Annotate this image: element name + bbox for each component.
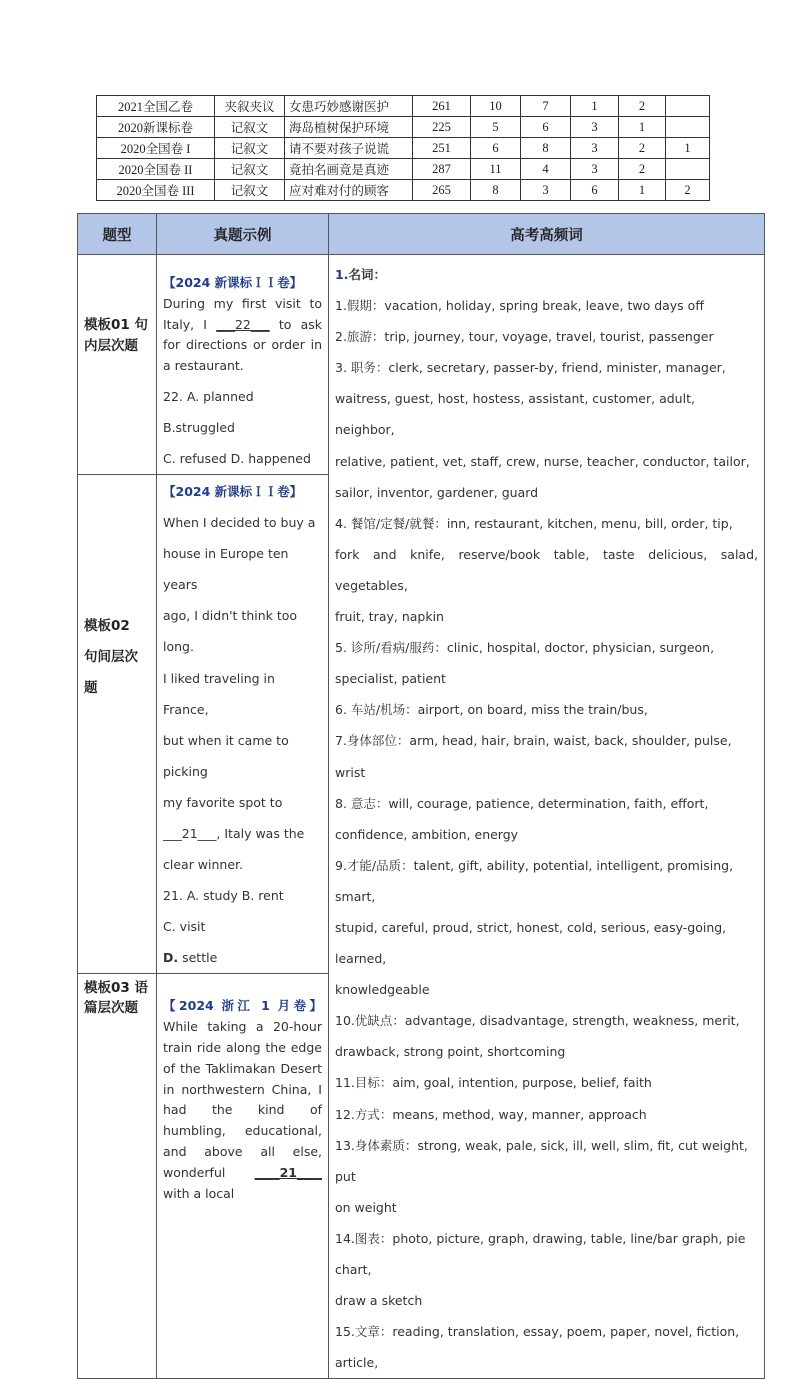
summary-cell: 竟拍名画竟是真迹 (285, 159, 413, 180)
example-options-02c: C. visit (163, 919, 206, 935)
type-label-02a: 模板02 (84, 617, 130, 634)
word-line: fruit, tray, napkin (335, 609, 444, 625)
example-options-01b: C. refused D. happened (163, 450, 311, 466)
example-text-after-01: to ask for directions or order in a restaurant. (163, 316, 322, 374)
word-line: 4. 餐馆/定餐/就餐：inn, restaurant, kitchen, menu, bill, order, tip, (335, 515, 733, 531)
example-cell-03 (157, 974, 329, 1379)
type-label-01: 模板01 句内层次题 (84, 317, 148, 354)
summary-cell: 1 (666, 138, 710, 159)
summary-cell: 2020新课标卷 (97, 117, 215, 138)
word-line: 9.才能/品质：talent, gift, ability, potential, intelligent, promising, smart, (335, 857, 734, 904)
example-options-01a: 22. A. planned B.struggled (163, 388, 254, 435)
summary-cell: 10 (471, 96, 521, 117)
summary-cell: 1 (571, 96, 619, 117)
main-table (77, 213, 765, 1379)
type-label-02b: 句间层次 (84, 648, 138, 665)
word-line: 3. 职务：clerk, secretary, passer-by, friend, minister, manager, (335, 360, 726, 376)
example-line: I liked traveling in France, (163, 670, 275, 717)
example-line: but when it came to picking (163, 732, 289, 779)
summary-cell: 6 (471, 138, 521, 159)
word-line: stupid, careful, proud, strict, honest, cold, serious, easy-going, learned, (335, 919, 727, 967)
word-line: 15.文章：reading, translation, essay, poem, paper, novel, fiction, article, (335, 1324, 740, 1371)
word-line: 6. 车站/机场：airport, on board, miss the train/bus, (335, 702, 648, 718)
summary-cell (666, 159, 710, 180)
word-line: 1.假期：vacation, holiday, spring break, leave, two days off (335, 298, 704, 314)
summary-cell: 11 (471, 159, 521, 180)
example-cell-02 (157, 474, 329, 974)
word-line: knowledgeable (335, 982, 430, 998)
word-lines (335, 290, 758, 1378)
word-line: 2.旅游：trip, journey, tour, voyage, travel, tourist, passenger (335, 329, 714, 345)
example-cell-01 (157, 255, 329, 475)
summary-row (97, 180, 710, 201)
example-options-02a: 21. A. study B. rent (163, 888, 284, 904)
example-text-03: While taking a 20-hour train ride along the edge of the Taklimakan Desert in northwestern China, I had the kind of humbling, educational, and above all else, wonderful (163, 1019, 322, 1180)
word-line: 13.身体素质：strong, weak, pale, sick, ill, well, slim, fit, cut weight, put (335, 1137, 748, 1184)
example-line: clear winner. (163, 857, 244, 873)
summary-cell: 记叙文 (215, 138, 285, 159)
high-frequency-words-cell (329, 255, 765, 1379)
word-line: drawback, strong point, shortcoming (335, 1044, 566, 1060)
summary-cell: 1 (619, 117, 666, 138)
header-words: 高考高频词 (329, 214, 765, 255)
summary-table (96, 95, 710, 201)
example-options-02d: D. settle (163, 950, 218, 966)
summary-cell: 5 (471, 117, 521, 138)
example-line: my favorite spot to (163, 794, 283, 810)
summary-cell (666, 96, 710, 117)
word-line: on weight (335, 1199, 397, 1215)
word-line: sailor, inventor, gardener, guard (335, 484, 539, 500)
word-line: 10.优缺点：advantage, disadvantage, strength, weakness, merit, (335, 1013, 740, 1029)
word-line: 5. 诊所/看病/服药：clinic, hospital, doctor, physician, surgeon, (335, 640, 715, 656)
example-blank-03: ____21____ (254, 1164, 322, 1180)
summary-cell: 女患巧妙感谢医护 (285, 96, 413, 117)
summary-cell: 1 (619, 180, 666, 201)
type-cell-02 (78, 474, 157, 974)
summary-cell: 3 (571, 117, 619, 138)
type-label-03: 模板03 语篇层次题 (84, 980, 148, 1017)
word-line: specialist, patient (335, 671, 446, 687)
summary-cell: 夹叙夹议 (215, 96, 285, 117)
summary-cell: 4 (521, 159, 571, 180)
header-type: 题型 (78, 214, 157, 255)
summary-cell (666, 117, 710, 138)
summary-cell: 3 (521, 180, 571, 201)
word-line: relative, patient, vet, staff, crew, nurse, teacher, conductor, tailor, (335, 453, 750, 469)
type-cell-01 (78, 255, 157, 475)
word-line: 14.图表：photo, picture, graph, drawing, table, line/bar graph, pie chart, (335, 1230, 746, 1277)
summary-cell: 6 (571, 180, 619, 201)
example-blank-01: ___22___ (216, 316, 270, 332)
word-line: 12.方式：means, method, way, manner, approach (335, 1106, 647, 1122)
example-tag-03: 【2024 浙江 1 月卷】 (163, 998, 322, 1014)
summary-cell: 2 (666, 180, 710, 201)
word-line: draw a sketch (335, 1293, 423, 1309)
header-row (78, 214, 765, 255)
summary-cell: 7 (521, 96, 571, 117)
summary-cell: 2 (619, 96, 666, 117)
example-tag-01: 【2024 新课标ＩＩ卷】 (163, 275, 303, 290)
summary-row (97, 159, 710, 180)
summary-cell: 251 (413, 138, 471, 159)
summary-row (97, 96, 710, 117)
summary-cell: 2020全国卷 III (97, 180, 215, 201)
example-tag-02: 【2024 新课标ＩＩ卷】 (163, 483, 303, 499)
word-line: 11.目标：aim, goal, intention, purpose, belief, faith (335, 1075, 652, 1091)
summary-cell: 225 (413, 117, 471, 138)
example-text-after-03: with a local (163, 1185, 235, 1201)
summary-cell: 海岛植树保护环境 (285, 117, 413, 138)
example-line: house in Europe ten years (163, 546, 289, 593)
summary-cell: 3 (571, 159, 619, 180)
summary-cell: 265 (413, 180, 471, 201)
noun-heading: 1.名词： (335, 267, 386, 282)
summary-cell: 287 (413, 159, 471, 180)
word-line: confidence, ambition, energy (335, 826, 519, 842)
example-lines-02 (163, 507, 322, 880)
summary-cell: 记叙文 (215, 180, 285, 201)
summary-cell: 2020全国卷 II (97, 159, 215, 180)
example-line: When I decided to buy a (163, 515, 316, 531)
word-line: 7.身体部位：arm, head, hair, brain, waist, back, shoulder, pulse, wrist (335, 733, 732, 780)
summary-cell: 记叙文 (215, 117, 285, 138)
example-line: ago, I didn't think too long. (163, 608, 298, 655)
summary-cell: 261 (413, 96, 471, 117)
row-template-01 (78, 255, 765, 475)
summary-row (97, 117, 710, 138)
summary-cell: 记叙文 (215, 159, 285, 180)
word-line: waitress, guest, host, hostess, assistant, customer, adult, neighbor, (335, 391, 695, 438)
type-label-02c: 题 (84, 679, 98, 696)
word-line: 8. 意志：will, courage, patience, determination, faith, effort, (335, 795, 709, 811)
summary-row (97, 138, 710, 159)
summary-cell: 应对难对付的顾客 (285, 180, 413, 201)
word-line: fork and knife, reserve/book table, taste delicious, salad, vegetables, (335, 546, 758, 593)
header-example: 真题示例 (157, 214, 329, 255)
summary-cell: 请不要对孩子说谎 (285, 138, 413, 159)
summary-cell: 8 (521, 138, 571, 159)
summary-cell: 2 (619, 138, 666, 159)
summary-cell: 2 (619, 159, 666, 180)
summary-cell: 2021全国乙卷 (97, 96, 215, 117)
summary-cell: 6 (521, 117, 571, 138)
summary-cell: 3 (571, 138, 619, 159)
example-text-before-01: During my first visit to Italy, I (163, 295, 322, 332)
summary-cell: 2020全国卷 I (97, 138, 215, 159)
type-cell-03 (78, 974, 157, 1379)
summary-cell: 8 (471, 180, 521, 201)
example-line: ___21___, Italy was the (163, 826, 305, 842)
